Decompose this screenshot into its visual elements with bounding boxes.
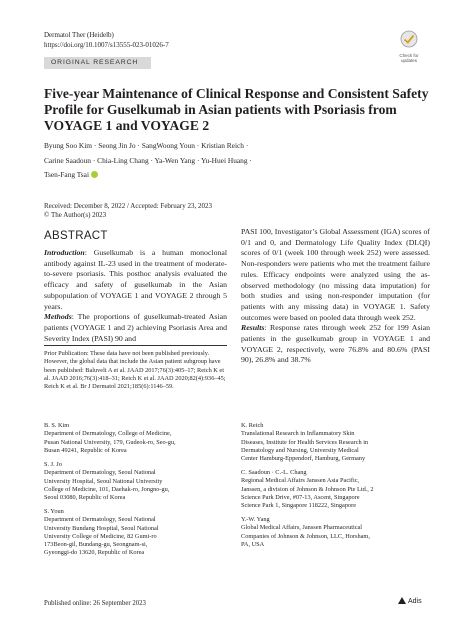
affiliation-line: Busan 49241, Republic of Korea (44, 446, 127, 454)
abstract-heading: ABSTRACT (44, 230, 108, 242)
affiliation-line: Gyeonggi-do 13620, Republic of Korea (44, 549, 145, 557)
abstract-left-column (44, 248, 227, 344)
affiliation-line: Science Park Drive, #07-13, Ascent, Singapore (241, 493, 360, 501)
affiliation-reich (241, 422, 431, 463)
abstract-right-column (241, 227, 430, 366)
affiliation-line: Department of Dermatology, Seoul National (44, 469, 156, 477)
affiliation-line: Companies of Johnson & Johnson, LLC, Horsham, (241, 532, 370, 540)
affiliation-name: S. J. Jo (44, 461, 62, 468)
methods-label: Methods (44, 312, 72, 322)
article-title: Five-year Maintenance of Clinical Response and Consistent Safety Profile for Guselkumab in Asian patients with Psoriasis from VOYAGE 1 and VOYAGE 2 (44, 86, 429, 133)
affiliation-saadoun-chang (241, 469, 431, 510)
affiliation-name: K. Reich (241, 422, 264, 429)
affiliation-line: Center Hamburg-Eppendorf, Hamburg, Germany (241, 455, 366, 463)
affiliation-line: University College of Medicine, 82 Gumi-ro (44, 532, 157, 540)
abstract-methods-continued: PASI 100, Investigator’s Global Assessment (IGA) scores of 0/1 and 0, and Dermatology Life Quality Index (DLQI) scores of 0/1 (week 100 through week 252) were assessed. Non-responders were patients who met the treatment failure rules. Efficacy endpoints were analyzed using the as-observed methodology (no missing data imputation) for both studies and using non-responder imputation (for patients with any missing data) in VOYAGE 1. Safety outcomes were based on pooled data through week 252. (241, 227, 430, 322)
publisher-logo (398, 597, 422, 605)
affiliation-line: Dermatology and Nursing, University Medical (241, 446, 359, 454)
check-for-updates-icon (400, 30, 418, 48)
affiliation-line: Seoul 03080, Republic of Korea (44, 494, 126, 502)
affiliation-name: S. Youn (44, 508, 64, 515)
prior-publication-note: Prior Publication: These data have not been published previously. However, the global data that include the Asian patient subgroup have been published: Baluvelt A et al. JAAD 2017;76(3):405–17; Reich K et al. JAAD 2016;76(3):418–31; Reich K et al. JAAD 2020;82(4):936–45; Reich K et al. Br J Dermatol 2021;185(6):1146–59. (44, 350, 226, 391)
introduction-text: : Guselkumab is a human monoclonal antibody against IL-23 used in the treatment of moderate-to-severe psoriasis. This posthoc analysis evaluated the efficacy and safety of guselkumab in the Asian subpopulation of VOYAGE 1 and VOYAGE 2 through 5 years. (44, 248, 227, 311)
copyright-notice: © The Author(s) 2023 (44, 211, 107, 219)
article-type-banner: ORIGINAL RESEARCH (44, 57, 151, 69)
affiliation-name: C. Saadoun · C.-L. Chang (241, 469, 307, 476)
doi-link[interactable]: https://doi.org/10.1007/s13555-023-01026-7 (44, 40, 169, 49)
adis-logo-icon (398, 597, 406, 604)
publisher-name: Adis (408, 598, 422, 605)
affiliation-line: 173Beon-gil, Bundang-gu, Seongnam-si, (44, 541, 148, 549)
orcid-icon[interactable] (91, 171, 98, 178)
article-dates (44, 202, 212, 220)
affiliation-line: Department of Dermatology, College of Medicine, (44, 430, 172, 438)
author-line: Byung Soo Kim · Seong Jin Jo · SangWoong Youn · Kristian Reich · (44, 141, 249, 150)
methods-text: : The proportions of guselkumab-treated Asian patients (VOYAGE 1 and 2) achieving Psoriasis Area and Severity Index (PASI) 90 and (44, 312, 227, 343)
journal-header (44, 31, 169, 50)
introduction-label: Introduction (44, 248, 85, 257)
affiliation-youn (44, 508, 227, 558)
badge-line1: Check for (399, 53, 419, 58)
affiliation-yang (241, 516, 431, 549)
affiliation-line: College of Medicine, 101, Daehak-ro, Jongno-gu, (44, 485, 170, 493)
affiliation-line: University Bundang Hospital, Seoul National (44, 524, 159, 532)
badge-line2: updates (400, 58, 417, 63)
results-text: : Response rates through week 252 for 199 Asian patients in the guselkumab group in VOYAGE 1 and VOYAGE 2, respectively, were 76.8% and 80.6% (PASI 90), 26.8% and 38.7% (241, 323, 430, 365)
author-line: Carine Saadoun · Chia-Ling Chang · Ya-Wen Yang · Yu-Huei Huang · (44, 155, 252, 165)
affiliation-line: Regional Medical Affairs Janssen Asia Pacific, (241, 477, 360, 485)
published-online-date: Published online: 26 September 2023 (44, 600, 146, 607)
affiliation-line: Translational Research in Inflammatory Skin (241, 430, 355, 438)
abstract-introduction (44, 248, 227, 312)
affiliation-jo (44, 461, 227, 502)
abstract-methods (44, 312, 227, 344)
affiliation-name: Y.-W. Yang (241, 516, 270, 523)
affiliation-line: Janssen, a division of Johnson & Johnson Pte Ltd., 2 (241, 485, 374, 493)
check-for-updates-badge[interactable] (394, 30, 424, 64)
affiliation-line: University Hospital, Seoul National University (44, 477, 163, 485)
affiliation-line: Global Medical Affairs, Janssen Pharmaceutical (241, 524, 363, 532)
results-label: Results (241, 323, 265, 333)
affiliation-line: Science Park 1, Singapore 118222, Singapore (241, 502, 357, 510)
affiliation-line: PA, USA (241, 540, 265, 548)
affiliation-line: Diseases, Institute for Health Services Research in (241, 438, 369, 446)
author-name: Tsen-Fang Tsai (44, 170, 90, 179)
affiliation-line: Pusan National University, 179, Gudeok-ro, Seo-gu, (44, 438, 176, 446)
author-line (44, 168, 424, 183)
affiliation-name: B. S. Kim (44, 422, 70, 429)
affiliation-line: Department of Dermatology, Seoul National (44, 516, 156, 524)
journal-name: Dermatol Ther (Heidelb) (44, 31, 114, 39)
author-list (44, 139, 424, 183)
received-accepted-date: Received: December 8, 2022 / Accepted: February 23, 2023 (44, 202, 212, 210)
footnote-divider (44, 345, 227, 346)
abstract-results (241, 323, 430, 366)
affiliation-kim (44, 422, 227, 455)
